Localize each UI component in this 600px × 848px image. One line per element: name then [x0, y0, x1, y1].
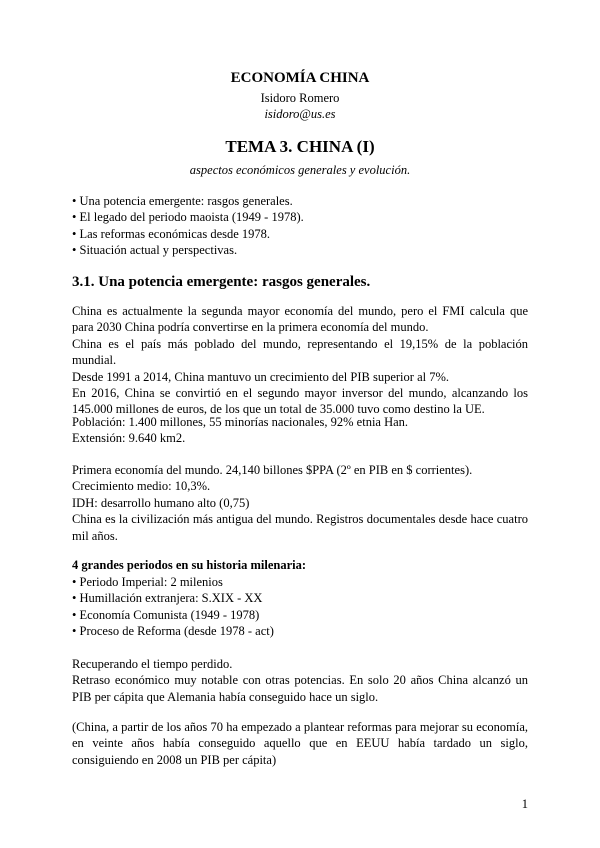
period-item: • Humillación extranjera: S.XIX - XX [72, 591, 263, 606]
china-note: (China, a partir de los años 70 ha empezado a plantear reformas para mejorar su economía, en veinte años había conseguido aquello que en EEUU había tardado un siglo, consiguiendo en 2008 un PIB per cápita) [72, 720, 528, 767]
period-item: • Proceso de Reforma (desde 1978 - act) [72, 624, 274, 639]
growth-line: Crecimiento medio: 10,3%. [72, 479, 211, 494]
population-block [72, 414, 528, 447]
topic-list [72, 193, 528, 259]
idh-line: IDH: desarrollo humano alto (0,75) [72, 495, 250, 510]
recovery-paragraph: Retraso económico muy notable con otras potencias. En solo 20 años China alcanzó un PIB per cápita que Alemania había conseguido hace un siglo. [72, 673, 528, 704]
periods-title: 4 grandes periodos en su historia milenaria: [72, 558, 307, 572]
tema-subtitle: aspectos económicos generales y evolución. [189, 163, 411, 177]
intro-paragraphs [72, 303, 528, 418]
author-email: isidoro@us.es [264, 107, 336, 121]
page-number: 1 [521, 797, 528, 811]
recovery-title: Recuperando el tiempo perdido. [72, 657, 233, 671]
civilization-line: China es la civilización más antigua del mundo. Registros documentales desde hace cuatro mil años. [72, 512, 528, 543]
intro-paragraph: Desde 1991 a 2014, China mantuvo un crecimiento del PIB superior al 7%. [72, 369, 450, 384]
period-item: • Economía Comunista (1949 - 1978) [72, 607, 260, 622]
topic-item: • Una potencia emergente: rasgos generales. [72, 194, 293, 208]
economy-line: Primera economía del mundo. 24,140 billones $PPA (2º en PIB en $ corrientes). [72, 463, 473, 477]
extension-line: Extensión: 9.640 km2. [72, 431, 186, 446]
topic-item: • El legado del periodo maoista (1949 - 1978). [72, 210, 304, 225]
economy-block [72, 462, 528, 544]
topic-item: • Las reformas económicas desde 1978. [72, 226, 271, 241]
topic-item: • Situación actual y perspectivas. [72, 243, 238, 258]
section-heading: 3.1. Una potencia emergente: rasgos generales. [72, 274, 371, 290]
intro-paragraph: En 2016, China se convirtió en el segundo mayor inversor del mundo, alcanzando los 145.000 millones de euros, de los que un total de 35.000 tuvo como destino la UE. [72, 386, 528, 417]
intro-paragraph: China es el país más poblado del mundo, representando el 19,15% de la población mundial. [72, 336, 528, 368]
periods-list [72, 574, 528, 640]
period-item: • Periodo Imperial: 2 milenios [72, 575, 223, 589]
population-line: Población: 1.400 millones, 55 minorías nacionales, 92% etnia Han. [72, 415, 409, 429]
author-name: Isidoro Romero [260, 91, 340, 105]
intro-paragraph: China es actualmente la segunda mayor economía del mundo, pero el FMI calcula que para 2030 China podría convertirse en la primera economía del mundo. [72, 304, 528, 335]
recovery-block [72, 656, 528, 705]
document-title: ECONOMÍA CHINA [230, 70, 370, 86]
tema-heading: TEMA 3. CHINA (I) [225, 137, 375, 156]
